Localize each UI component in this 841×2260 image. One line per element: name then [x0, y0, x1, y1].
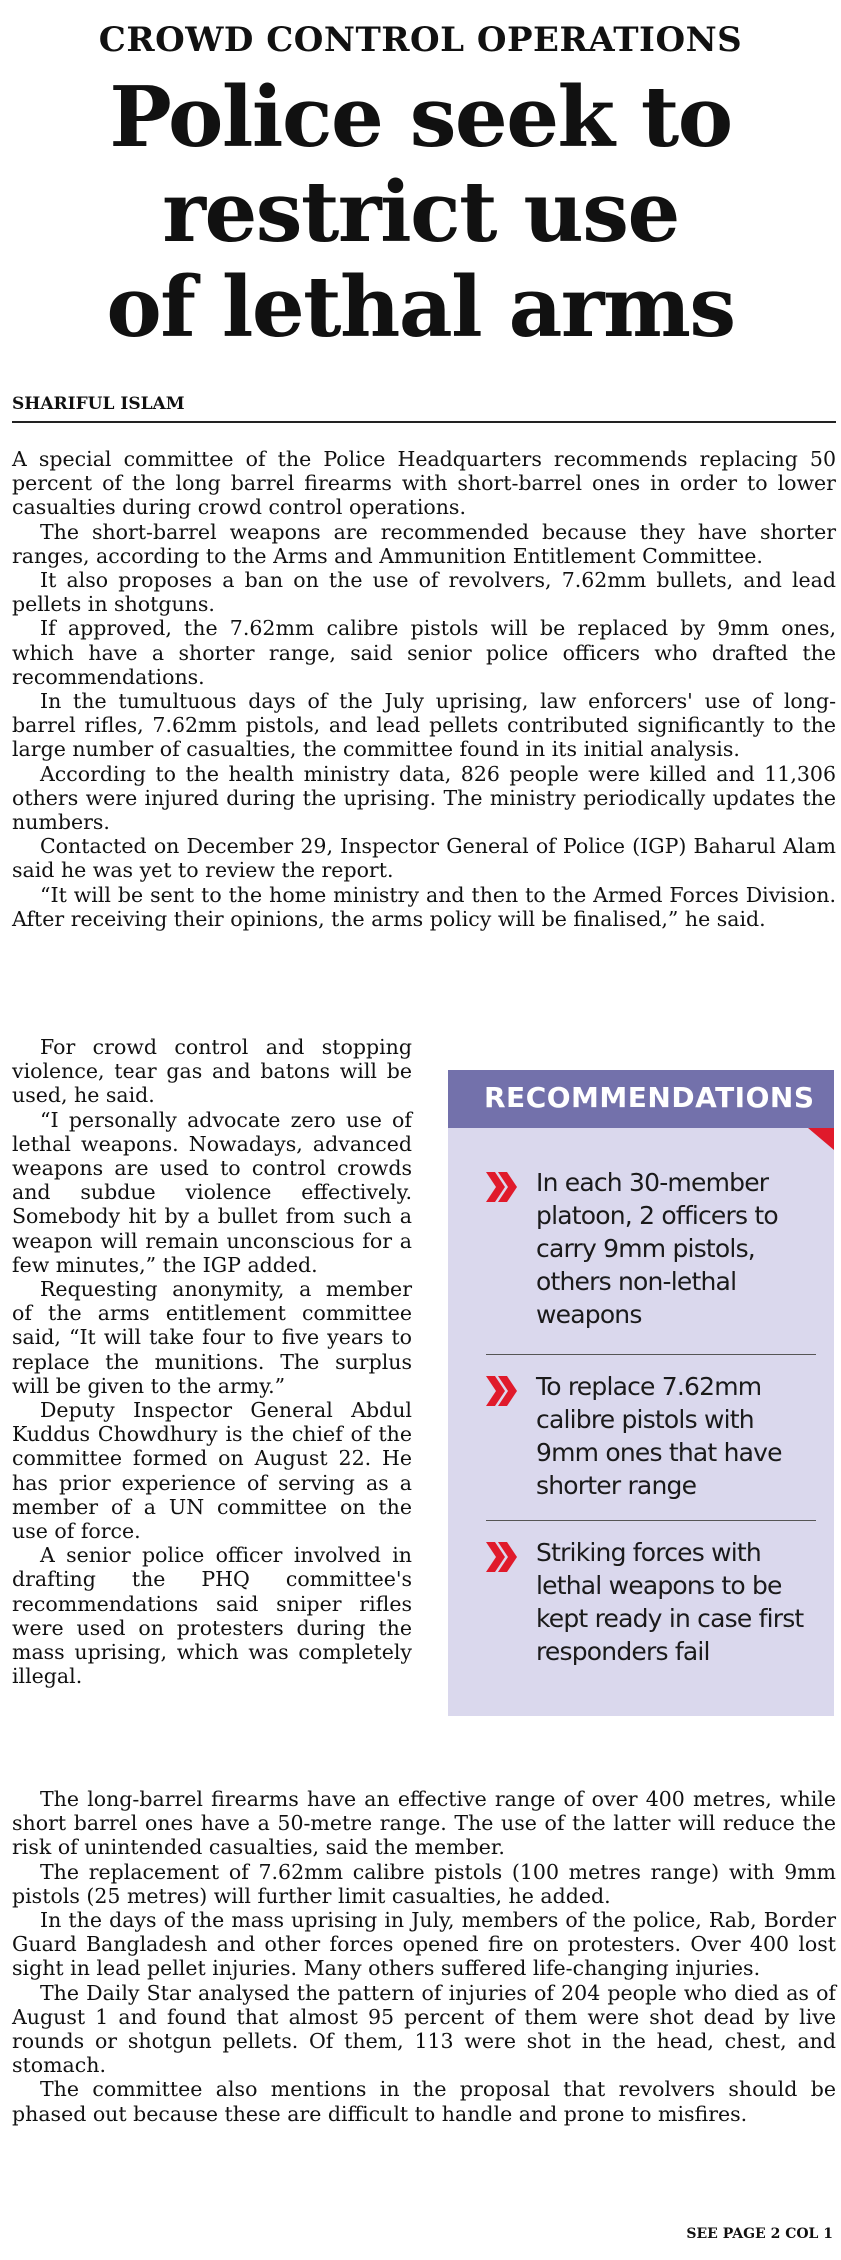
paragraph: “It will be sent to the home ministry and then to the Armed Forces Division. After receiving their opinions, the arms policy will be finalised,” he said.	[12, 882, 836, 931]
paragraph: The long-barrel firearms have an effective range of over 400 metres, while short barrel ones have a 50-metre range. The use of the latter will reduce the risk of unintended casualties, said the member.	[12, 1787, 836, 1860]
recommendation-item	[486, 1370, 816, 1500]
byline-divider	[12, 421, 836, 423]
headline-line: restrict use	[162, 163, 679, 261]
paragraph: The short-barrel weapons are recommended because they have shorter ranges, according to the Arms and Ammunition Entitlement Committee.	[12, 519, 836, 568]
paragraph: The replacement of 7.62mm calibre pistols (100 metres range) with 9mm pistols (25 metres) will further limit casualties, he added.	[12, 1859, 836, 1908]
recommendation-item	[486, 1166, 816, 1329]
recommendations-header	[448, 1070, 834, 1128]
paragraph: A senior police officer involved in drafting the PHQ committee's recommendations said sniper rifles were used on protesters during the mass uprising, which was completely illegal.	[12, 1543, 412, 1689]
paragraph: The committee also mentions in the proposal that revolvers should be phased out because these are difficult to handle and prone to misfires.	[12, 2077, 836, 2126]
paragraph: In the days of the mass uprising in July, members of the police, Rab, Border Guard Bangladesh and other forces opened fire on protesters. Over 400 lost sight in lead pellet injuries. Many others suffered life-changing injuries.	[12, 1908, 836, 1981]
double-chevron-right-icon	[486, 1172, 518, 1202]
recommendation-text: To replace 7.62mm calibre pistols with 9mm ones that have shorter range	[536, 1372, 782, 1500]
recommendations-title: RECOMMENDATIONS	[484, 1081, 815, 1114]
article-body-column	[12, 1035, 412, 1688]
paragraph: A special committee of the Police Headquarters recommends replacing 50 percent of the long barrel firearms with short-barrel ones in order to lower casualties during crowd control operations.	[12, 447, 836, 520]
red-corner-flag	[808, 1128, 834, 1150]
paragraph: In the tumultuous days of the July uprising, law enforcers' use of long-barrel rifles, 7.62mm pistols, and lead pellets contributed significantly to the large number of casualties, the committee found in its initial analysis.	[12, 689, 836, 762]
recommendation-text: Striking forces with lethal weapons to be kept ready in case first responders fail	[536, 1538, 804, 1666]
recommendation-text: In each 30-member platoon, 2 officers to carry 9mm pistols, others non-lethal weapons	[536, 1168, 778, 1329]
paragraph: Deputy Inspector General Abdul Kuddus Chowdhury is the chief of the committee formed on August 22. He has prior experience of serving as a member of a UN committee on the use of force.	[12, 1398, 412, 1544]
paragraph: “I personally advocate zero use of lethal weapons. Nowadays, advanced weapons are used to control crowds and subdue violence effectively. Somebody hit by a bullet from such a weapon will remain unconscious for a few minutes,” the IGP added.	[12, 1107, 412, 1277]
recommendation-item	[486, 1536, 816, 1676]
paragraph: Contacted on December 29, Inspector General of Police (IGP) Baharul Alam said he was yet to review the report.	[12, 834, 836, 883]
article-body-top	[12, 447, 836, 931]
paragraph: If approved, the 7.62mm calibre pistols will be replaced by 9mm ones, which have a shorter range, said senior police officers who drafted the recommendations.	[12, 616, 836, 689]
headline-line: of lethal arms	[106, 258, 735, 356]
headline-line: Police seek to	[109, 68, 732, 166]
paragraph: According to the health ministry data, 826 people were killed and 11,306 others were injured during the uprising. The ministry periodically updates the numbers.	[12, 761, 836, 835]
paragraph: It also proposes a ban on the use of revolvers, 7.62mm bullets, and lead pellets in shotguns.	[12, 568, 836, 617]
paragraph: Requesting anonymity, a member of the arms entitlement committee said, “It will take four to five years to replace the munitions. The surplus will be given to the army.”	[12, 1277, 412, 1398]
paragraph: For crowd control and stopping violence, tear gas and batons will be used, he said.	[12, 1035, 412, 1108]
continuation-jump: SEE PAGE 2 COL 1	[686, 2226, 833, 2242]
byline: SHARIFUL ISLAM	[12, 394, 185, 414]
recommendation-divider	[486, 1354, 816, 1355]
paragraph: The Daily Star analysed the pattern of injuries of 204 people who died as of August 1 and found that almost 95 percent of them were shot dead by live rounds or shotgun pellets. Of them, 113 were shot in the head, chest, and stomach.	[12, 1980, 836, 2078]
double-chevron-right-icon	[486, 1376, 518, 1406]
section-kicker: CROWD CONTROL OPERATIONS	[98, 20, 743, 60]
double-chevron-right-icon	[486, 1542, 518, 1572]
article-body-bottom	[12, 1787, 836, 2126]
recommendation-divider	[486, 1520, 816, 1521]
recommendations-box	[448, 1070, 834, 1716]
headline	[0, 70, 841, 355]
